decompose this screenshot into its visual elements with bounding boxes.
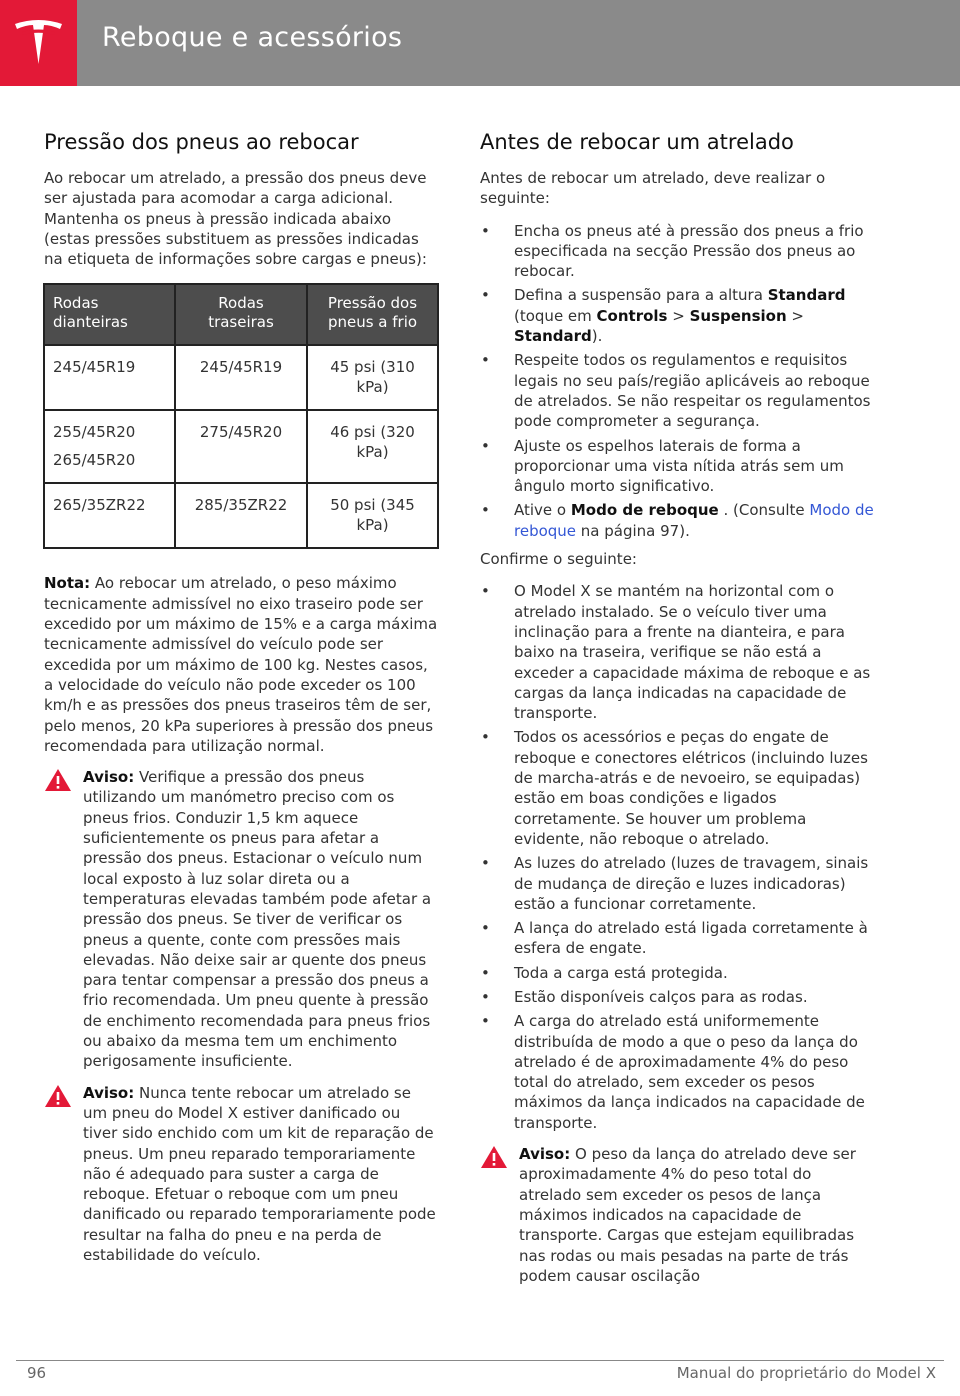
list-item: • Encha os pneus até à pressão dos pneus a frio especificada na secção Pressão dos pneus ao rebocar. bbox=[480, 221, 876, 282]
brand-logo bbox=[0, 0, 77, 86]
warning-label: Aviso: bbox=[519, 1145, 571, 1164]
tow-mode-label: Modo de reboque bbox=[570, 501, 719, 520]
note-paragraph bbox=[44, 573, 438, 756]
warning-icon bbox=[480, 1145, 508, 1169]
tire-pressure-heading: Pressão dos pneus ao rebocar bbox=[44, 130, 359, 154]
before-towing-heading: Antes de rebocar um atrelado bbox=[480, 130, 794, 154]
standard-label: Standard bbox=[514, 327, 592, 346]
cell-rear: 245/45R19 bbox=[175, 345, 307, 410]
list-item-text: . (Consulte bbox=[718, 501, 810, 520]
suspension-standard-label: Standard bbox=[767, 286, 846, 305]
cell-front bbox=[44, 410, 175, 483]
warning-body: Verifique a pressão dos pneus utilizando um manómetro preciso com os pneus frios. Conduzir 1,5 km aquece suficientemente os pneus para afetar a pressão dos pneus. Estacionar o veículo num local exposto à luz solar direta ou a temperaturas elevadas também pode afetar a pressão dos pneus. Se tiver de verificar os pneus a quente, conte com pressões mais elevadas. Não deixe sair ar quente dos pneus para tentar compensar a pressão dos pneus a frio recomendada. Um pneu quente à pressão de enchimento recomendada para pneus frios ou abaixo da mesma tem um enchimento perigosamente insuficiente. bbox=[83, 768, 432, 1071]
warning-block bbox=[44, 1083, 438, 1266]
list-item-text: ). bbox=[591, 327, 603, 346]
list-item-text: > bbox=[786, 306, 804, 325]
warning-icon bbox=[44, 768, 72, 792]
cell-front: 245/45R19 bbox=[44, 345, 175, 410]
col-header-rear: Rodas traseiras bbox=[175, 284, 307, 345]
cell-front-size: 255/45R20 bbox=[53, 423, 136, 442]
confirm-intro: Confirme o seguinte: bbox=[480, 550, 637, 569]
list-item-text: > bbox=[667, 306, 690, 325]
note-label: Nota: bbox=[44, 574, 91, 593]
cell-rear: 275/45R20 bbox=[175, 410, 307, 483]
cell-front-size: 265/45R20 bbox=[53, 451, 136, 470]
warning-text bbox=[519, 1144, 876, 1286]
warning-label: Aviso: bbox=[83, 1083, 135, 1102]
cell-front: 265/35ZR22 bbox=[44, 483, 175, 548]
page-header bbox=[0, 0, 960, 86]
page-number: 96 bbox=[27, 1364, 47, 1382]
list-item: • Respeite todos os regulamentos e requisitos legais no seu país/região aplicáveis ao reboque de atrelados. Se não respeitar os regulamentos pode comprometer a segurança. bbox=[480, 350, 876, 431]
suspension-label: Suspension bbox=[689, 306, 787, 325]
left-column bbox=[44, 128, 438, 1265]
list-item-text: Defina a suspensão para a altura bbox=[514, 286, 768, 305]
cell-pressure: 45 psi (310 kPa) bbox=[307, 345, 438, 410]
list-item: • A lança do atrelado está ligada corretamente à esfera de engate. bbox=[480, 918, 876, 959]
list-item: • Estão disponíveis calços para as rodas. bbox=[480, 987, 876, 1007]
tow-mode-link[interactable]: Modo de reboque bbox=[514, 501, 874, 540]
cell-pressure: 50 psi (345 kPa) bbox=[307, 483, 438, 548]
list-item: • As luzes do atrelado (luzes de travagem, sinais de mudança de direção e luzes indicadoras) estão a funcionar corretamente. bbox=[480, 853, 876, 914]
table-row bbox=[44, 345, 438, 410]
warning-text bbox=[83, 1083, 438, 1266]
list-item-text: Ative o bbox=[514, 501, 571, 520]
right-column bbox=[480, 128, 876, 1286]
note-text: Ao rebocar um atrelado, o peso máximo tecnicamente admissível no eixo traseiro pode ser excedido por um máximo de 15% e a carga máxima tecnicamente admissível do veículo pode ser excedida por um máximo de 100 kg. Nestes casos, a velocidade do veículo não pode exceder os 100 km/h e as pressões dos pneus traseiros têm de ser, pelo menos, 20 kPa superiores à pressão dos pneus recomendada para utilização normal. bbox=[44, 574, 438, 755]
footer-manual-title: Manual do proprietário do Model X bbox=[676, 1364, 936, 1382]
list-item: • Todos os acessórios e peças do engate de reboque e conectores elétricos (incluindo luzes de marcha-atrás e de nevoeiro, se equipadas) estão em boas condições e ligados corretamente. Se houver um problema evidente, não reboque o atrelado. bbox=[480, 727, 876, 849]
col-header-pressure: Pressão dos pneus a frio bbox=[307, 284, 438, 345]
tesla-logo-icon bbox=[11, 18, 66, 68]
table-row bbox=[44, 410, 438, 483]
col-header-front: Rodas dianteiras bbox=[44, 284, 175, 345]
warning-icon bbox=[44, 1084, 72, 1108]
warning-block bbox=[44, 767, 438, 1071]
confirm-list bbox=[480, 581, 876, 1133]
cell-rear: 285/35ZR22 bbox=[175, 483, 307, 548]
list-item bbox=[480, 285, 876, 346]
list-item: • O Model X se mantém na horizontal com o atrelado instalado. Se o veículo tiver uma inclinação para a frente na dianteira, e para baixo na traseira, verifique se não está a exceder a capacidade máxima de reboque e as cargas da lança indicadas na capacidade de transporte. bbox=[480, 581, 876, 723]
list-item: • A carga do atrelado está uniformemente distribuída de modo a que o peso da lança do atrelado é de aproximadamente 4% do peso total do atrelado, sem exceder os pesos máximos da lança indicados na capacidade de transporte. bbox=[480, 1011, 876, 1133]
list-item bbox=[480, 500, 876, 541]
section-title: Reboque e acessórios bbox=[102, 22, 403, 53]
warning-body: Nunca tente rebocar um atrelado se um pneu do Model X estiver danificado ou tiver sido enchido com um kit de reparação de pneus. Um pneu reparado temporariamente não é adequado para suster a carga de reboque. Efetuar o reboque com um pneu danificado ou reparado temporariamente pode resultar na falha do pneu e na perda de estabilidade do veículo. bbox=[83, 1083, 436, 1264]
list-item: • Toda a carga está protegida. bbox=[480, 963, 876, 983]
cell-pressure: 46 psi (320 kPa) bbox=[307, 410, 438, 483]
warning-block bbox=[480, 1144, 876, 1286]
footer-divider bbox=[16, 1360, 944, 1361]
table-row bbox=[44, 483, 438, 548]
tire-pressure-intro: Ao rebocar um atrelado, a pressão dos pneus deve ser ajustada para acomodar a carga adicional. Mantenha os pneus à pressão indicada abaixo (estas pressões substituem as pressões indicadas na etiqueta de informações sobre cargas e pneus): bbox=[44, 169, 427, 269]
warning-text bbox=[83, 767, 438, 1071]
controls-label: Controls bbox=[596, 306, 668, 325]
tire-pressure-table bbox=[43, 283, 439, 549]
warning-label: Aviso: bbox=[83, 768, 135, 787]
before-towing-intro: Antes de rebocar um atrelado, deve realizar o seguinte: bbox=[480, 169, 826, 208]
list-item: • Ajuste os espelhos laterais de forma a proporcionar uma vista nítida atrás sem um ângulo morto significativo. bbox=[480, 436, 876, 497]
warning-body: O peso da lança do atrelado deve ser aproximadamente 4% do peso total do atrelado sem exceder os pesos de lança máximos indicados na capacidade de transporte. Cargas que estejam equilibradas nas rodas ou mais pesadas na parte de trás podem causar oscilação bbox=[519, 1145, 856, 1285]
before-towing-list bbox=[480, 221, 876, 541]
list-item-text: (toque em bbox=[514, 306, 597, 325]
table-header-row bbox=[44, 284, 438, 345]
list-item-text: na página 97). bbox=[576, 521, 690, 540]
